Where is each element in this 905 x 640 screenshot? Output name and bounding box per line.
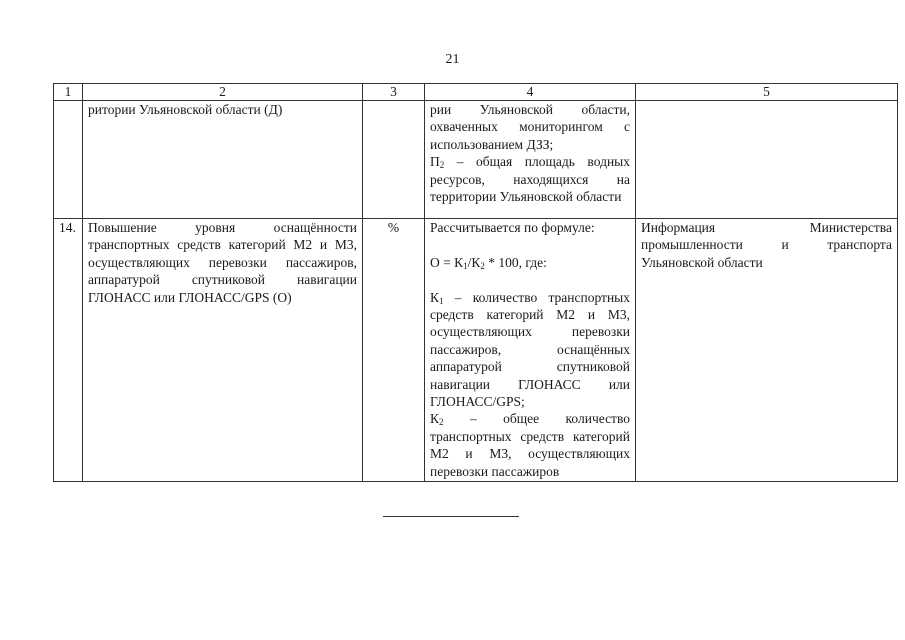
k1-subscript: 1 bbox=[439, 295, 444, 306]
formula-part-a: О = К bbox=[430, 254, 464, 270]
table-row-14 bbox=[54, 219, 898, 482]
indicators-table bbox=[53, 83, 898, 482]
p2-text: – общая площадь водных ресурсов, находящихся на территории Ульяновской области bbox=[430, 154, 630, 205]
method-formula bbox=[430, 254, 630, 271]
formula-sub-1: 1 bbox=[463, 260, 468, 271]
formula-sub-2: 2 bbox=[480, 260, 485, 271]
method-intro: Рассчитывается по формуле: bbox=[430, 220, 595, 235]
k2-text: – общее количество транспортных средств категорий М2 и М3, осуществляющих перевозки пассажиров bbox=[430, 411, 630, 479]
cont-cell-name: ритории Ульяновской области (Д) bbox=[83, 101, 363, 219]
row14-number: 14. bbox=[54, 219, 83, 482]
p2-symbol: П bbox=[430, 154, 440, 170]
header-col-4: 4 bbox=[425, 84, 636, 101]
formula-part-c: * 100, где: bbox=[484, 254, 547, 270]
row14-name: Повышение уровня оснащённости транспортных средств категорий М2 и М3, осуществляющих перевозки пассажиров, аппаратурой спутниковой навигации ГЛОНАСС или ГЛОНАСС/GPS (О) bbox=[83, 219, 363, 482]
header-col-3: 3 bbox=[363, 84, 425, 101]
header-col-2: 2 bbox=[83, 84, 363, 101]
page-number: 21 bbox=[445, 52, 460, 67]
formula-part-b: /К bbox=[467, 254, 481, 270]
header-col-1: 1 bbox=[54, 84, 83, 101]
row14-method bbox=[425, 219, 636, 482]
cont-cell-number bbox=[54, 101, 83, 219]
cont-method-line1: рии Ульяновской области, охваченных мониторингом с использованием ДЗЗ; bbox=[430, 102, 630, 152]
table-row-continuation bbox=[54, 101, 898, 219]
cont-method-p2 bbox=[430, 153, 630, 205]
k2-symbol: К bbox=[430, 411, 440, 427]
cont-cell-unit bbox=[363, 101, 425, 219]
cont-cell-method bbox=[425, 101, 636, 219]
k2-subscript: 2 bbox=[439, 417, 444, 428]
table-header-row bbox=[54, 84, 898, 101]
p2-subscript: 2 bbox=[439, 160, 445, 171]
method-k2 bbox=[430, 410, 630, 480]
method-k1 bbox=[430, 289, 630, 411]
cont-cell-source bbox=[636, 101, 898, 219]
k1-symbol: К bbox=[430, 289, 440, 305]
row14-source: Информация Министерства промышленности и транспорта Ульяновской области bbox=[636, 219, 898, 482]
header-col-5: 5 bbox=[636, 84, 898, 101]
end-divider bbox=[383, 516, 519, 517]
row14-unit: % bbox=[363, 219, 425, 482]
k1-text: – количество транспортных средств категорий М2 и М3, осуществляющих перевозки пассажиров, оснащённых аппаратурой спутниковой навигации ГЛОНАСС или ГЛОНАСС/GPS; bbox=[430, 289, 630, 410]
